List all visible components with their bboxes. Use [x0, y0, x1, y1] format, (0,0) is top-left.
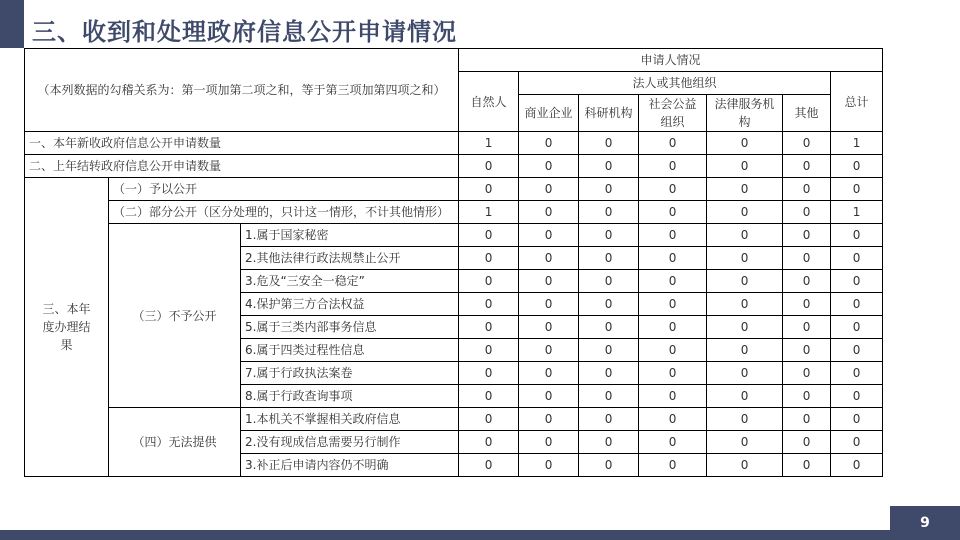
value-cell: 0 — [639, 316, 707, 339]
value-cell: 0 — [459, 362, 519, 385]
value-cell: 1 — [459, 201, 519, 224]
value-cell: 0 — [783, 385, 831, 408]
value-cell: 0 — [783, 362, 831, 385]
total-header: 总计 — [831, 72, 883, 132]
value-cell: 0 — [783, 270, 831, 293]
value-cell: 0 — [707, 339, 783, 362]
col-header-business: 商业企业 — [519, 95, 579, 132]
value-cell: 0 — [639, 454, 707, 477]
reason-label: 1.本机关不掌握相关政府信息 — [241, 408, 459, 431]
value-cell: 0 — [519, 201, 579, 224]
value-cell: 0 — [783, 247, 831, 270]
value-cell: 0 — [707, 247, 783, 270]
value-cell: 0 — [519, 132, 579, 155]
reason-label: 3.补正后申请内容仍不明确 — [241, 454, 459, 477]
value-cell: 0 — [639, 247, 707, 270]
row-label-partial: （二）部分公开（区分处理的，只计这一情形，不计其他情形） — [109, 201, 459, 224]
table-row — [25, 132, 883, 155]
section3-label: 三、本年度办理结果 — [25, 178, 109, 477]
value-cell: 0 — [707, 408, 783, 431]
value-cell: 0 — [579, 454, 639, 477]
value-cell: 0 — [707, 362, 783, 385]
value-cell: 0 — [579, 362, 639, 385]
legal-entity-header: 法人或其他组织 — [519, 72, 831, 95]
value-cell: 0 — [707, 270, 783, 293]
value-cell: 0 — [519, 454, 579, 477]
value-cell: 0 — [831, 155, 883, 178]
value-cell: 0 — [783, 408, 831, 431]
table-row — [25, 224, 883, 247]
value-cell: 0 — [519, 247, 579, 270]
value-cell: 0 — [639, 339, 707, 362]
value-cell: 0 — [707, 178, 783, 201]
value-cell: 0 — [831, 339, 883, 362]
reason-label: 8.属于行政查询事项 — [241, 385, 459, 408]
not-disclose-label: （三）不予公开 — [109, 224, 241, 408]
value-cell: 0 — [831, 270, 883, 293]
footer-bar — [0, 530, 960, 540]
value-cell: 0 — [639, 201, 707, 224]
value-cell: 0 — [783, 316, 831, 339]
col-header-research: 科研机构 — [579, 95, 639, 132]
value-cell: 0 — [707, 155, 783, 178]
value-cell: 0 — [579, 201, 639, 224]
value-cell: 0 — [579, 270, 639, 293]
row-label-new: 一、本年新收政府信息公开申请数量 — [25, 132, 459, 155]
value-cell: 0 — [831, 408, 883, 431]
col-header-legal-service: 法律服务机构 — [707, 95, 783, 132]
value-cell: 0 — [579, 155, 639, 178]
col-header-other: 其他 — [783, 95, 831, 132]
value-cell: 1 — [831, 132, 883, 155]
value-cell: 0 — [459, 270, 519, 293]
applicant-header: 申请人情况 — [459, 49, 883, 72]
value-cell: 0 — [519, 270, 579, 293]
value-cell: 0 — [639, 224, 707, 247]
value-cell: 0 — [831, 385, 883, 408]
value-cell: 0 — [459, 339, 519, 362]
value-cell: 0 — [519, 155, 579, 178]
value-cell: 0 — [519, 408, 579, 431]
value-cell: 0 — [459, 385, 519, 408]
value-cell: 0 — [831, 454, 883, 477]
reason-label: 5.属于三类内部事务信息 — [241, 316, 459, 339]
reason-label: 7.属于行政执法案卷 — [241, 362, 459, 385]
value-cell: 0 — [783, 224, 831, 247]
value-cell: 0 — [783, 155, 831, 178]
value-cell: 0 — [783, 339, 831, 362]
unable-label: （四）无法提供 — [109, 408, 241, 477]
table-row — [25, 408, 883, 431]
value-cell: 0 — [783, 201, 831, 224]
reason-label: 1.属于国家秘密 — [241, 224, 459, 247]
value-cell: 0 — [783, 454, 831, 477]
value-cell: 0 — [579, 224, 639, 247]
value-cell: 0 — [579, 385, 639, 408]
value-cell: 0 — [579, 431, 639, 454]
value-cell: 0 — [707, 201, 783, 224]
value-cell: 0 — [707, 293, 783, 316]
page-number: 9 — [890, 506, 960, 540]
value-cell: 0 — [639, 132, 707, 155]
value-cell: 0 — [831, 224, 883, 247]
value-cell: 0 — [579, 339, 639, 362]
value-cell: 0 — [459, 293, 519, 316]
value-cell: 0 — [783, 293, 831, 316]
value-cell: 0 — [707, 132, 783, 155]
value-cell: 0 — [783, 431, 831, 454]
value-cell: 0 — [639, 362, 707, 385]
value-cell: 0 — [579, 178, 639, 201]
value-cell: 0 — [831, 247, 883, 270]
value-cell: 0 — [519, 431, 579, 454]
row-label-carry: 二、上年结转政府信息公开申请数量 — [25, 155, 459, 178]
value-cell: 0 — [639, 408, 707, 431]
title-accent-bar — [0, 0, 24, 48]
value-cell: 0 — [831, 316, 883, 339]
value-cell: 0 — [519, 362, 579, 385]
value-cell: 0 — [579, 316, 639, 339]
value-cell: 0 — [579, 293, 639, 316]
value-cell: 0 — [639, 385, 707, 408]
value-cell: 0 — [519, 293, 579, 316]
value-cell: 0 — [579, 247, 639, 270]
table-row — [25, 155, 883, 178]
natural-person-header: 自然人 — [459, 72, 519, 132]
value-cell: 0 — [519, 224, 579, 247]
value-cell: 0 — [579, 132, 639, 155]
value-cell: 0 — [639, 270, 707, 293]
value-cell: 0 — [707, 385, 783, 408]
value-cell: 0 — [783, 132, 831, 155]
value-cell: 0 — [519, 385, 579, 408]
value-cell: 0 — [783, 178, 831, 201]
reason-label: 2.没有现成信息需要另行制作 — [241, 431, 459, 454]
value-cell: 0 — [831, 362, 883, 385]
value-cell: 0 — [707, 224, 783, 247]
value-cell: 0 — [579, 408, 639, 431]
value-cell: 0 — [707, 431, 783, 454]
value-cell: 0 — [639, 293, 707, 316]
value-cell: 0 — [459, 431, 519, 454]
reason-label: 4.保护第三方合法权益 — [241, 293, 459, 316]
table-note: （本列数据的勾稽关系为：第一项加第二项之和，等于第三项加第四项之和） — [25, 49, 459, 132]
value-cell: 0 — [639, 155, 707, 178]
value-cell: 0 — [459, 316, 519, 339]
table-row — [25, 178, 883, 201]
value-cell: 0 — [519, 316, 579, 339]
page-title: 三、收到和处理政府信息公开申请情况 — [32, 18, 457, 46]
reason-label: 3.危及“三安全一稳定” — [241, 270, 459, 293]
value-cell: 0 — [459, 454, 519, 477]
value-cell: 0 — [831, 178, 883, 201]
value-cell: 0 — [459, 178, 519, 201]
value-cell: 0 — [459, 155, 519, 178]
value-cell: 0 — [639, 178, 707, 201]
col-header-public-welfare: 社会公益组织 — [639, 95, 707, 132]
value-cell: 0 — [831, 431, 883, 454]
row-label-disclose: （一）予以公开 — [109, 178, 459, 201]
value-cell: 0 — [519, 339, 579, 362]
value-cell: 0 — [639, 431, 707, 454]
value-cell: 0 — [519, 178, 579, 201]
value-cell: 0 — [459, 408, 519, 431]
value-cell: 1 — [831, 201, 883, 224]
value-cell: 0 — [459, 224, 519, 247]
value-cell: 0 — [831, 293, 883, 316]
value-cell: 0 — [707, 454, 783, 477]
value-cell: 1 — [459, 132, 519, 155]
value-cell: 0 — [459, 247, 519, 270]
reason-label: 2.其他法律行政法规禁止公开 — [241, 247, 459, 270]
table-row — [25, 201, 883, 224]
value-cell: 0 — [707, 316, 783, 339]
disclosure-statistics-table — [24, 48, 883, 477]
reason-label: 6.属于四类过程性信息 — [241, 339, 459, 362]
